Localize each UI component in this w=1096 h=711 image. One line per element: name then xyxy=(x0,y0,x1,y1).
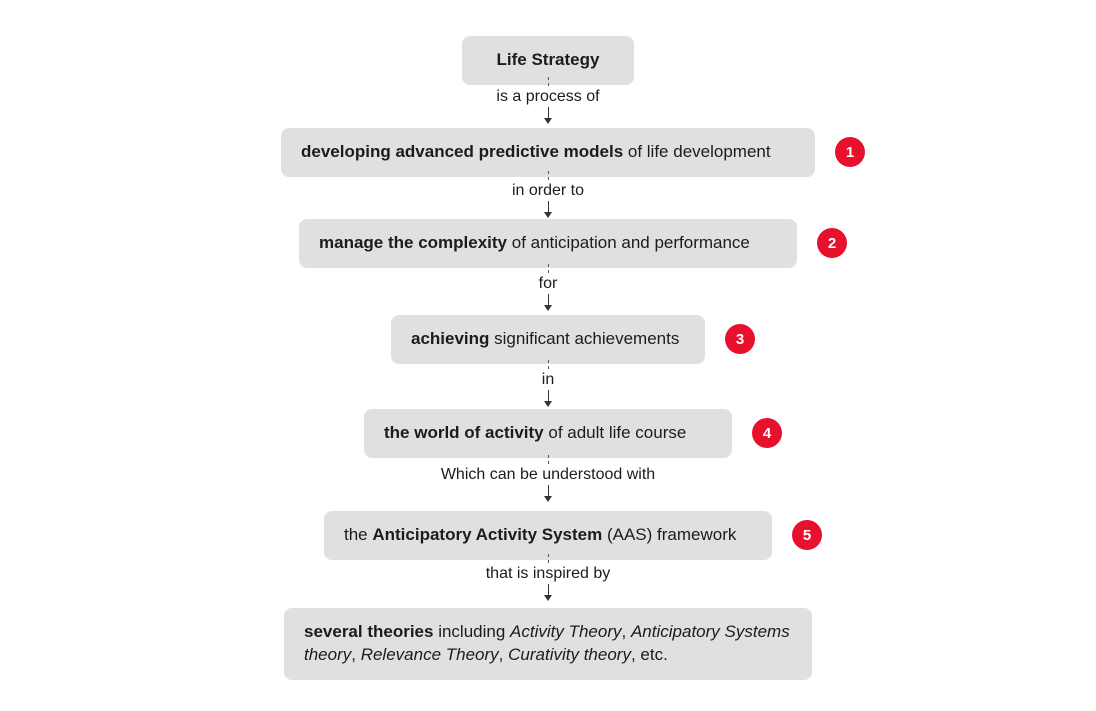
connector-is-a-process-of xyxy=(0,77,1096,124)
step-badge-1[interactable]: 1 xyxy=(835,137,865,167)
diagram-node-predictive-models[interactable] xyxy=(281,128,815,177)
connector-that-is-inspired-by xyxy=(0,554,1096,601)
separator: , xyxy=(498,644,509,664)
node-label-rest: significant achievements xyxy=(489,329,680,348)
connector-line-bottom xyxy=(548,390,549,402)
connector-line-top xyxy=(548,77,549,86)
node-label-rest: of anticipation and performance xyxy=(507,233,750,252)
diagram-node-aas-framework[interactable] xyxy=(324,511,772,560)
connector-which-can-be-understood-with xyxy=(0,455,1096,502)
node-label-bold: manage the complexity xyxy=(319,233,508,252)
step-badge-4[interactable]: 4 xyxy=(752,418,782,448)
diagram-node-manage-complexity[interactable] xyxy=(299,219,797,268)
node-label-bold: the world of activity xyxy=(384,423,544,442)
node-label-lead: the xyxy=(344,525,373,544)
diagram-node-several-theories-row xyxy=(0,608,1096,680)
node-label-mid: including xyxy=(433,622,511,641)
connector-label: for xyxy=(538,275,558,292)
connector-in xyxy=(0,360,1096,407)
node-label-rest: of life development xyxy=(623,142,771,161)
diagram-node-achieving-row xyxy=(0,315,1096,364)
theory-activity-theory: Activity Theory xyxy=(510,622,622,641)
node-label-rest: of adult life course xyxy=(543,423,687,442)
theory-anticipatory-systems-theory: Anticipatory Systems theory xyxy=(304,622,790,664)
node-label-tail: , etc. xyxy=(630,644,668,664)
connector-line-bottom xyxy=(548,584,549,596)
diagram-node-aas-framework-row xyxy=(0,511,1096,560)
connector-line-bottom xyxy=(548,485,549,497)
node-label-tail: (AAS) framework xyxy=(602,525,737,544)
diagram-node-manage-complexity-row xyxy=(0,219,1096,268)
separator: , xyxy=(351,644,361,664)
connector-label: in order to xyxy=(511,182,585,199)
node-label-bold: Anticipatory Activity System xyxy=(372,525,603,544)
diagram-node-predictive-models-row xyxy=(0,128,1096,177)
connector-label: is a process of xyxy=(496,88,600,105)
connector-line-top xyxy=(548,455,549,464)
connector-for xyxy=(0,264,1096,311)
node-label-bold: several theories xyxy=(304,622,434,641)
step-badge-3[interactable]: 3 xyxy=(725,324,755,354)
diagram-node-several-theories[interactable] xyxy=(284,608,812,680)
step-badge-5[interactable]: 5 xyxy=(792,520,822,550)
separator: , xyxy=(621,622,631,641)
connector-line-bottom xyxy=(548,201,549,213)
connector-line-top xyxy=(548,360,549,369)
connector-label: Which can be understood with xyxy=(440,466,656,483)
diagram-node-achieving[interactable] xyxy=(391,315,705,364)
connector-label: in xyxy=(541,371,555,388)
theory-relevance-theory: Relevance Theory xyxy=(360,644,499,664)
connector-line-bottom xyxy=(548,294,549,306)
connector-line-top xyxy=(548,554,549,563)
connector-line-bottom xyxy=(548,107,549,119)
node-label-bold: achieving xyxy=(411,329,490,348)
connector-line-top xyxy=(548,171,549,180)
diagram-node-world-of-activity-row xyxy=(0,409,1096,458)
connector-in-order-to xyxy=(0,171,1096,218)
node-label-bold: developing advanced predictive models xyxy=(301,142,624,161)
connector-line-top xyxy=(548,264,549,273)
diagram-node-world-of-activity[interactable] xyxy=(364,409,732,458)
theory-curativity-theory: Curativity theory xyxy=(508,644,631,664)
node-label-bold: Life Strategy xyxy=(496,50,600,69)
connector-label: that is inspired by xyxy=(485,565,611,582)
step-badge-2[interactable]: 2 xyxy=(817,228,847,258)
